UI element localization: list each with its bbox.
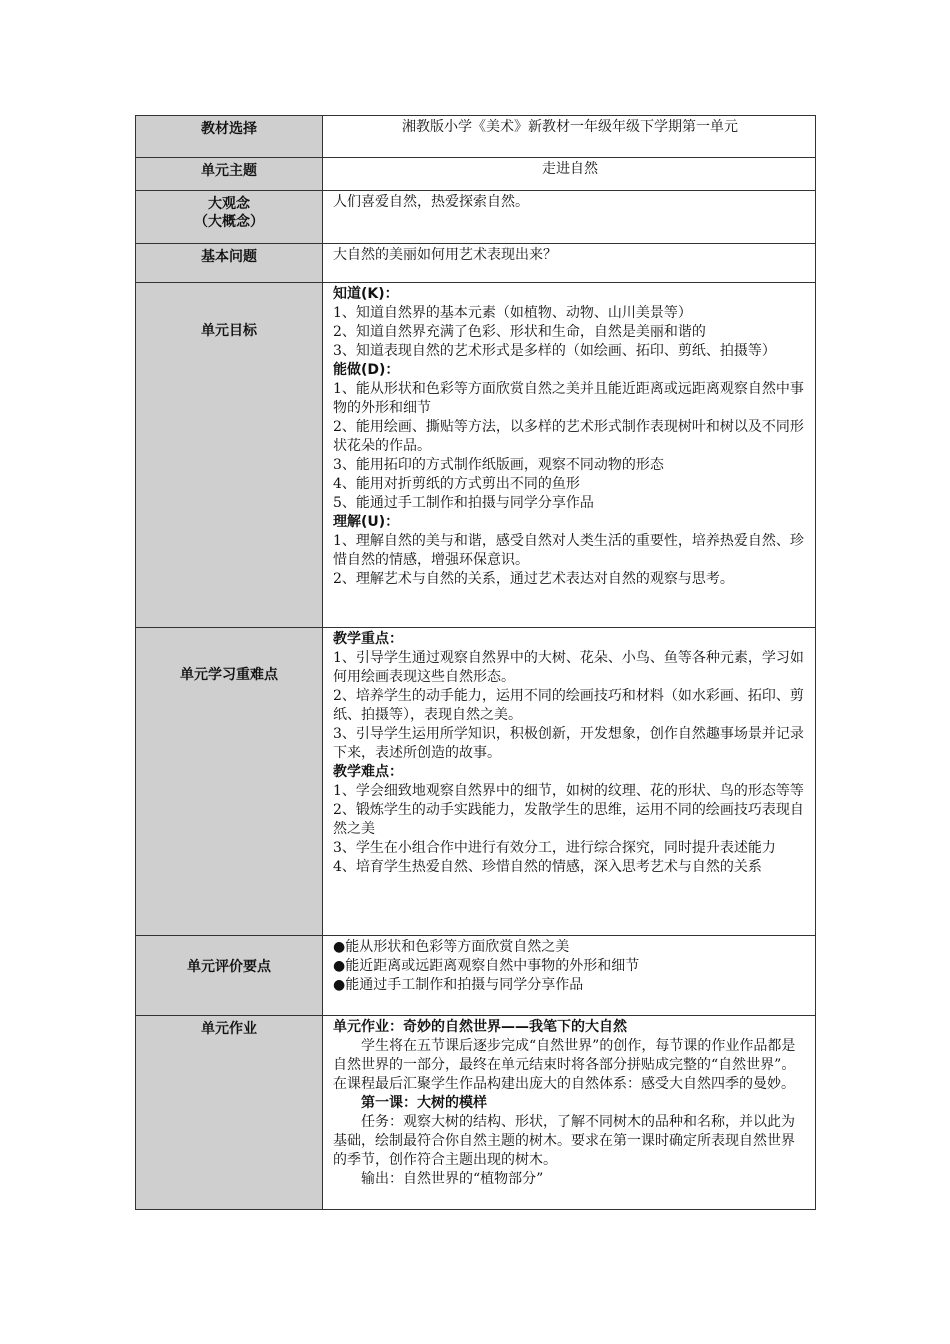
row-theme bbox=[136, 158, 816, 191]
row-textbook bbox=[136, 116, 816, 158]
difficulty-heading: 教学难点： bbox=[333, 764, 403, 780]
row-label: 基本问题 bbox=[201, 249, 257, 265]
big-idea-sublabel: （大概念） bbox=[194, 214, 264, 230]
focus-item: 2、培养学生的动手能力，运用不同的绘画技巧和材料（如水彩画、拓印、剪纸、拍摄等），表现自然之美。 bbox=[333, 688, 804, 723]
label-cell bbox=[136, 116, 323, 158]
row-label bbox=[136, 191, 322, 231]
row-label: 单元作业 bbox=[201, 1021, 257, 1037]
know-item: 3、知道表现自然的艺术形式是多样的（如绘画、拓印、剪纸、拍摄等） bbox=[333, 343, 776, 359]
understand-item: 2、理解艺术与自然的关系，通过艺术表达对自然的观察与思考。 bbox=[333, 571, 734, 587]
value-cell bbox=[323, 283, 816, 628]
focus-item: 3、引导学生运用所学知识，积极创新，开发想象，创作自然趣事场景并记录下来，表述所创造的故事。 bbox=[333, 726, 804, 761]
row-evaluation bbox=[136, 936, 816, 1016]
homework-intro: 学生将在五节课后逐步完成“自然世界”的创作，每节课的作业作品都是自然世界的一部分，最终在单元结束时将各部分拼贴成完整的“自然世界”。在课程最后汇聚学生作品构建出庞大的自然体系：感受大自然四季的曼妙。 bbox=[333, 1038, 796, 1092]
row-label: 单元学习重难点 bbox=[180, 667, 278, 683]
evaluation-item: ●能通过手工制作和拍摄与同学分享作品 bbox=[333, 977, 584, 993]
row-label: 单元目标 bbox=[201, 323, 257, 339]
big-idea-label: 大观念 bbox=[208, 196, 250, 212]
value-cell bbox=[323, 116, 816, 158]
row-basic-question bbox=[136, 244, 816, 283]
basic-question-value: 大自然的美丽如何用艺术表现出来？ bbox=[333, 247, 557, 263]
row-goals bbox=[136, 283, 816, 628]
evaluation-item: ●能从形状和色彩等方面欣赏自然之美 bbox=[333, 939, 570, 955]
label-cell bbox=[136, 191, 323, 244]
row-label: 单元主题 bbox=[201, 163, 257, 179]
know-item: 2、知道自然界充满了色彩、形状和生命，自然是美丽和谐的 bbox=[333, 324, 706, 340]
label-cell bbox=[136, 244, 323, 283]
do-item: 1、能从形状和色彩等方面欣赏自然之美并且能近距离或远距离观察自然中事物的外形和细节 bbox=[333, 381, 804, 416]
row-big-idea bbox=[136, 191, 816, 244]
theme-value: 走进自然 bbox=[542, 161, 598, 177]
homework-title: 单元作业：奇妙的自然世界——我笔下的大自然 bbox=[333, 1019, 627, 1035]
do-item: 3、能用拓印的方式制作纸版画，观察不同动物的形态 bbox=[333, 457, 664, 473]
focus-item: 1、引导学生通过观察自然界中的大树、花朵、小鸟、鱼等各种元素，学习如何用绘画表现这些自然形态。 bbox=[333, 650, 804, 685]
lesson-plan-table bbox=[135, 115, 816, 1210]
do-item: 4、能用对折剪纸的方式剪出不同的鱼形 bbox=[333, 476, 580, 492]
label-cell bbox=[136, 283, 323, 628]
do-heading: 能做(D)： bbox=[333, 362, 400, 378]
label-cell bbox=[136, 1016, 323, 1210]
lesson1-title: 第一课：大树的模样 bbox=[361, 1095, 487, 1111]
textbook-value: 湘教版小学《美术》新教材一年级年级下学期第一单元 bbox=[402, 119, 738, 135]
do-item: 2、能用绘画、撕贴等方法，以多样的艺术形式制作表现树叶和树以及不同形状花朵的作品。 bbox=[333, 419, 804, 454]
row-label: 单元评价要点 bbox=[187, 959, 271, 975]
focus-heading: 教学重点： bbox=[333, 631, 403, 647]
row-key-points bbox=[136, 628, 816, 936]
difficulty-item: 4、培育学生热爱自然、珍惜自然的情感，深入思考艺术与自然的关系 bbox=[333, 859, 762, 875]
understand-item: 1、理解自然的美与和谐，感受自然对人类生活的重要性，培养热爱自然、珍惜自然的情感，增强环保意识。 bbox=[333, 533, 804, 568]
big-idea-value: 人们喜爱自然，热爱探索自然。 bbox=[333, 194, 529, 210]
label-cell bbox=[136, 936, 323, 1016]
value-cell bbox=[323, 158, 816, 191]
evaluation-item: ●能近距离或远距离观察自然中事物的外形和细节 bbox=[333, 958, 640, 974]
value-cell bbox=[323, 191, 816, 244]
label-cell bbox=[136, 158, 323, 191]
know-item: 1、知道自然界的基本元素（如植物、动物、山川美景等） bbox=[333, 305, 692, 321]
difficulty-item: 3、学生在小组合作中进行有效分工，进行综合探究，同时提升表述能力 bbox=[333, 840, 776, 856]
row-label: 教材选择 bbox=[201, 121, 257, 137]
difficulty-item: 1、学会细致地观察自然界中的细节，如树的纹理、花的形状、鸟的形态等等 bbox=[333, 783, 804, 799]
difficulty-item: 2、锻炼学生的动手实践能力，发散学生的思维，运用不同的绘画技巧表现自然之美 bbox=[333, 802, 804, 837]
value-cell bbox=[323, 628, 816, 936]
lesson1-output: 输出：自然世界的“植物部分” bbox=[361, 1171, 544, 1187]
lesson1-task: 任务：观察大树的结构、形状，了解不同树木的品种和名称，并以此为基础，绘制最符合你自然主题的树木。要求在第一课时确定所表现自然世界的季节，创作符合主题出现的树木。 bbox=[333, 1114, 795, 1168]
value-cell bbox=[323, 244, 816, 283]
value-cell bbox=[323, 1016, 816, 1210]
know-heading: 知道(K)： bbox=[333, 286, 399, 302]
value-cell bbox=[323, 936, 816, 1016]
label-cell bbox=[136, 628, 323, 936]
understand-heading: 理解(U)： bbox=[333, 514, 400, 530]
do-item: 5、能通过手工制作和拍摄与同学分享作品 bbox=[333, 495, 594, 511]
row-homework bbox=[136, 1016, 816, 1210]
